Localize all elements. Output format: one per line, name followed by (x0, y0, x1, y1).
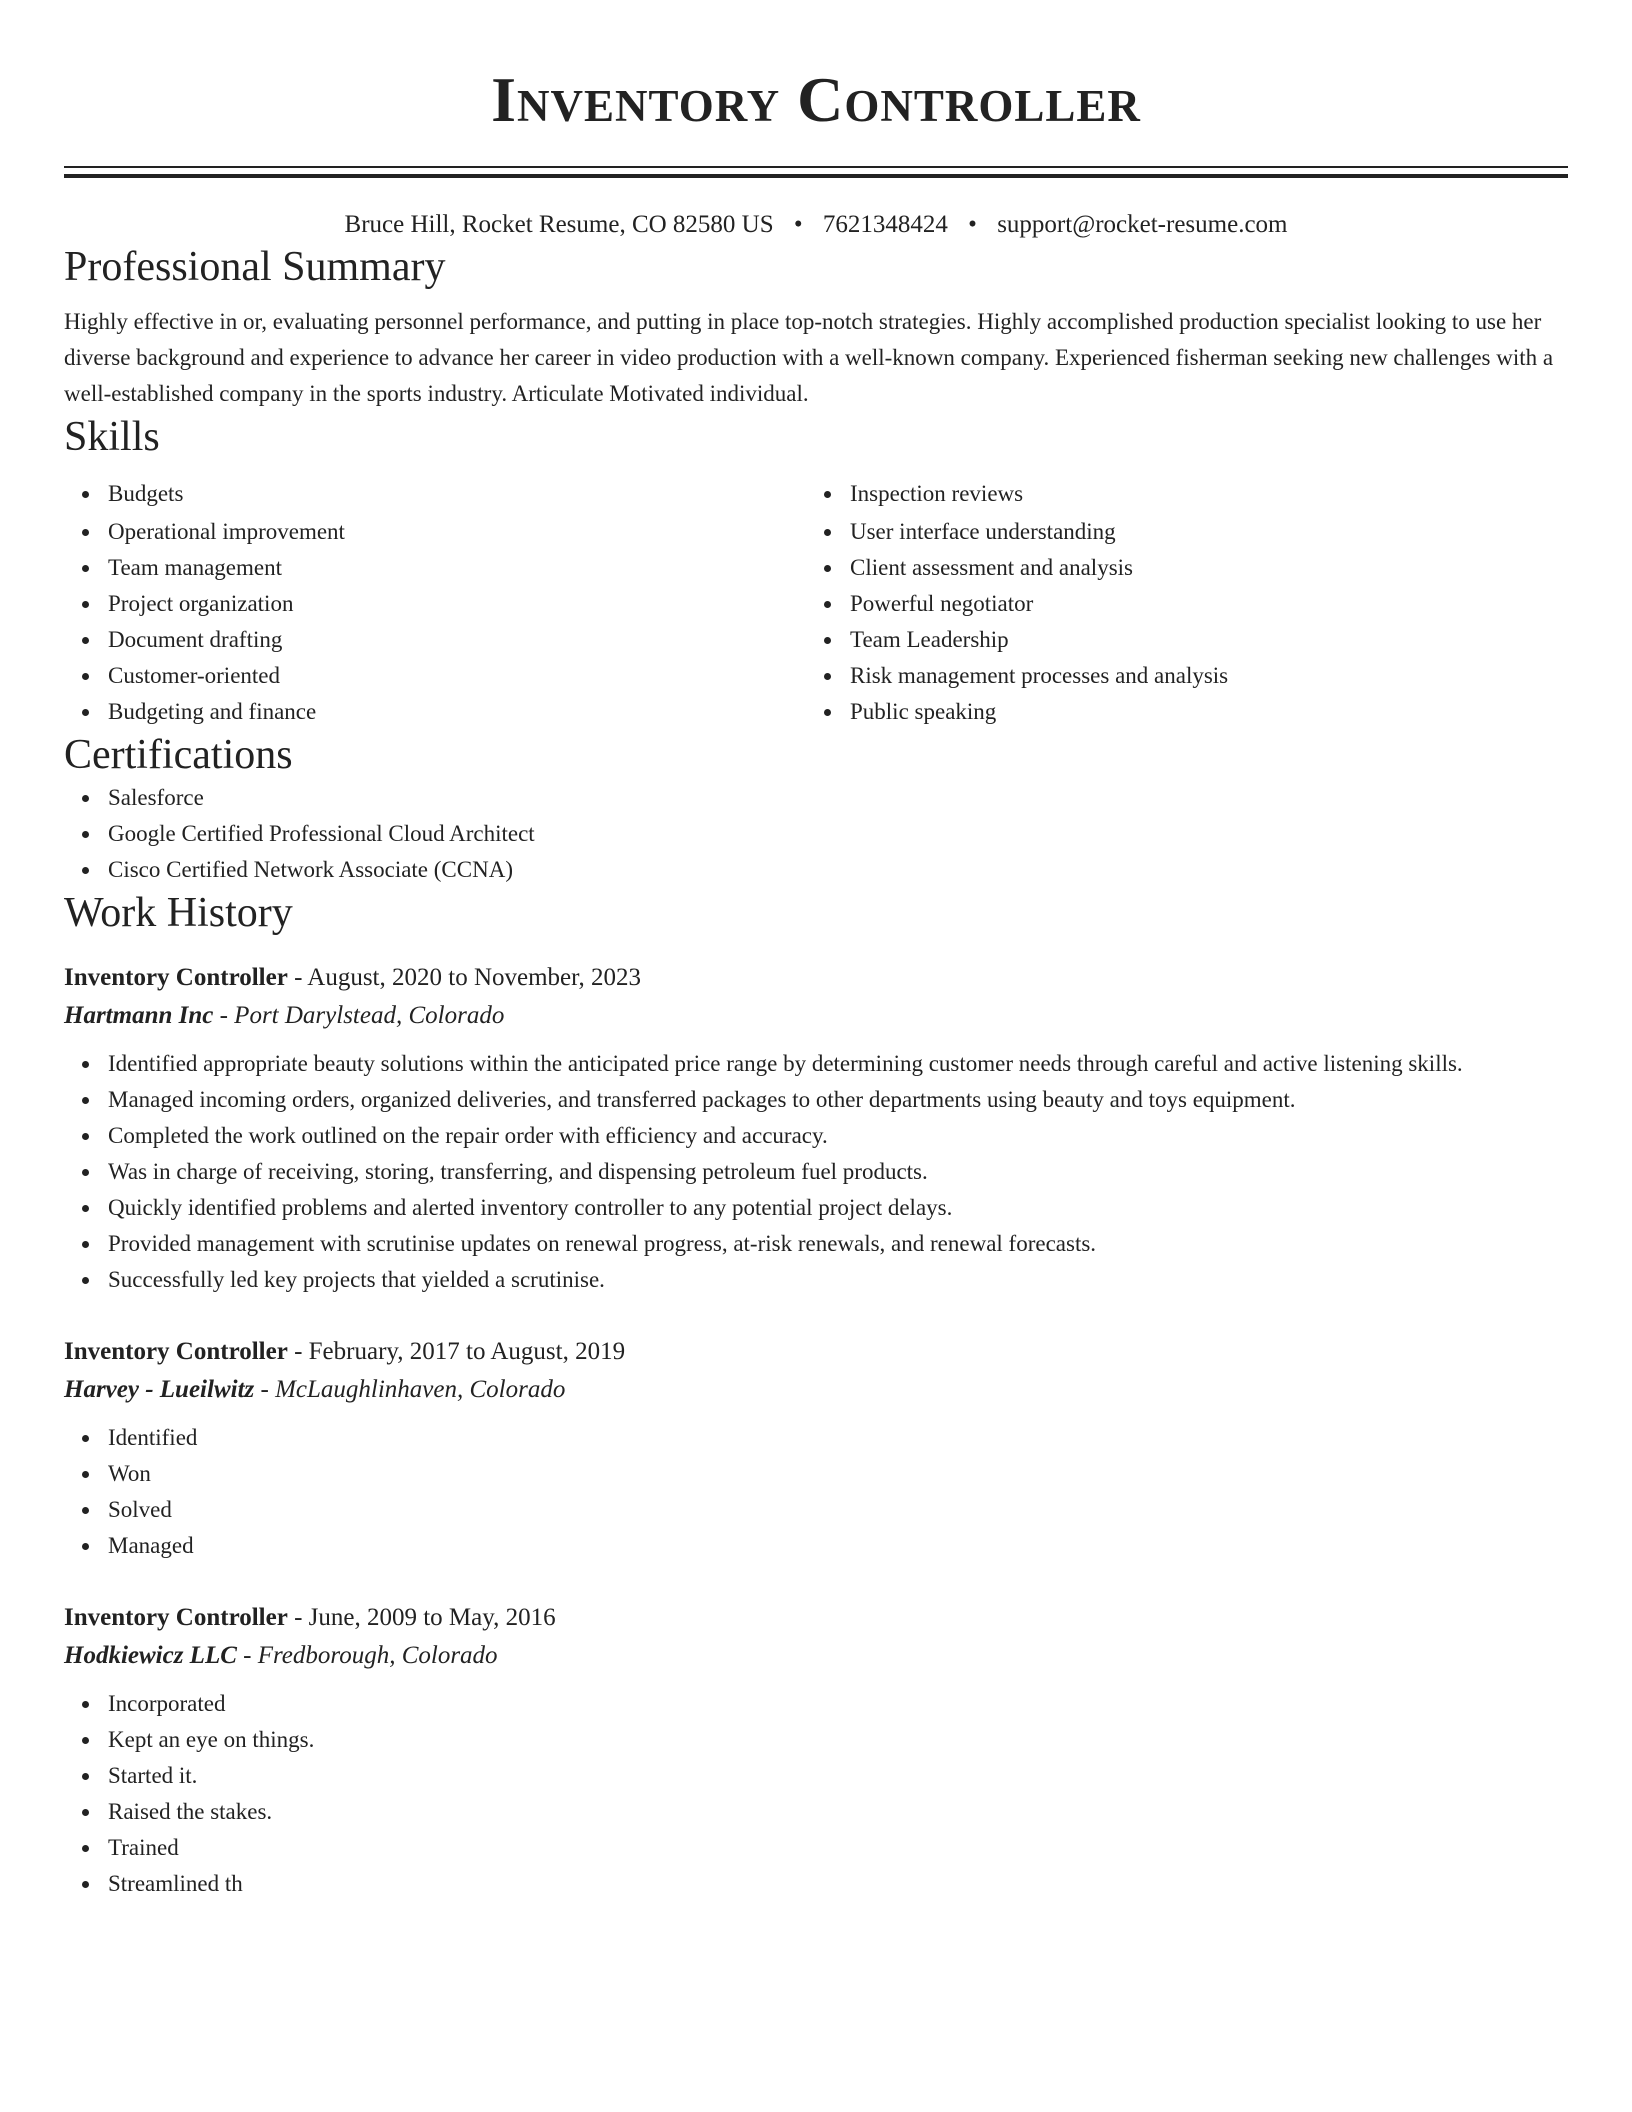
skill-item: Operational improvement (108, 514, 806, 550)
job-title: Inventory Controller (64, 1338, 288, 1365)
job-bullet: Managed incoming orders, organized deliveries, and transferred packages to other departments using beauty and toys equipment. (108, 1082, 1568, 1118)
job-title-line (64, 1334, 1568, 1370)
skills-heading: Skills (64, 414, 160, 460)
certifications-heading: Certifications (64, 732, 293, 778)
skill-item: Document drafting (108, 622, 806, 658)
summary-text: Highly effective in or, evaluating personnel performance, and putting in place top-notch strategies. Highly accomplished production specialist looking to use her diverse background and experience to advance her career in video production with a well-known company. Experienced fisherman seeking new challenges with a well-established company in the sports industry. Articulate Motivated individual. (64, 309, 1554, 406)
skill-item: Powerful negotiator (850, 586, 1548, 622)
contact-line (64, 208, 1568, 242)
certification-item: Salesforce (108, 780, 1568, 816)
job-entry (64, 960, 1568, 1298)
title-divider (64, 166, 1568, 178)
certification-item: Google Certified Professional Cloud Architect (108, 816, 1568, 852)
job-bullet: Incorporated (108, 1686, 1568, 1722)
contact-address: Bruce Hill, Rocket Resume, CO 82580 US (344, 211, 774, 238)
job-bullet: Raised the stakes. (108, 1794, 1568, 1830)
job-bullet: Streamlined th (108, 1866, 1568, 1902)
job-entry (64, 1600, 1568, 1902)
certifications-list (64, 780, 1568, 888)
job-bullet: Started it. (108, 1758, 1568, 1794)
contact-separator: • (793, 211, 803, 238)
job-dates: - February, 2017 to August, 2019 (294, 1338, 626, 1365)
job-dates: - June, 2009 to May, 2016 (294, 1604, 556, 1631)
job-bullet: Identified appropriate beauty solutions within the anticipated price range by determining customer needs through careful and active listening skills. (108, 1046, 1568, 1082)
resume-page (64, 0, 1568, 1902)
job-bullet: Provided management with scrutinise updates on renewal progress, at-risk renewals, and renewal forecasts. (108, 1226, 1568, 1262)
job-company: Hartmann Inc (64, 1002, 214, 1029)
job-title: Inventory Controller (64, 964, 288, 991)
job-bullet: Trained (108, 1830, 1568, 1866)
skills-list-right (806, 476, 1548, 730)
contact-phone: 7621348424 (822, 211, 948, 238)
summary-heading: Professional Summary (64, 244, 446, 290)
job-location: - Port Darylstead, Colorado (219, 1002, 505, 1029)
job-bullet: Identified (108, 1420, 1568, 1456)
job-company: Harvey - Lueilwitz (64, 1376, 255, 1403)
job-entry (64, 1334, 1568, 1564)
job-bullets (64, 1686, 1568, 1902)
skill-item: Inspection reviews (850, 476, 1548, 512)
job-bullet: Managed (108, 1528, 1568, 1564)
skills-column-right (806, 476, 1548, 730)
job-bullet: Completed the work outlined on the repair order with efficiency and accuracy. (108, 1118, 1568, 1154)
skills-columns (64, 476, 1568, 730)
contact-separator: • (968, 211, 977, 238)
resume-title: Inventory Controller (491, 64, 1141, 135)
job-location: - McLaughlinhaven, Colorado (260, 1376, 566, 1403)
job-dates: - August, 2020 to November, 2023 (294, 964, 641, 991)
job-location: - Fredborough, Colorado (243, 1642, 498, 1669)
job-bullets (64, 1046, 1568, 1298)
contact-email[interactable]: support@rocket-resume.com (997, 211, 1288, 238)
job-bullet: Quickly identified problems and alerted inventory controller to any potential project delays. (108, 1190, 1568, 1226)
job-bullets (64, 1420, 1568, 1564)
job-bullet: Was in charge of receiving, storing, transferring, and dispensing petroleum fuel products. (108, 1154, 1568, 1190)
job-title-line (64, 960, 1568, 996)
skills-list-left (64, 476, 806, 730)
job-bullet: Solved (108, 1492, 1568, 1528)
job-company: Hodkiewicz LLC (64, 1642, 237, 1669)
skill-item: Public speaking (850, 694, 1548, 730)
job-bullet: Won (108, 1456, 1568, 1492)
skill-item: Client assessment and analysis (850, 550, 1548, 586)
skill-item: Team Leadership (850, 622, 1548, 658)
skill-item: Risk management processes and analysis (850, 658, 1548, 694)
job-bullet: Kept an eye on things. (108, 1722, 1568, 1758)
skill-item: Budgeting and finance (108, 694, 806, 730)
skill-item: Customer-oriented (108, 658, 806, 694)
skills-column-left (64, 476, 806, 730)
work-history-heading: Work History (64, 890, 293, 936)
job-company-line (64, 996, 1568, 1036)
skill-item: Team management (108, 550, 806, 586)
job-title-line (64, 1600, 1568, 1636)
job-company-line (64, 1370, 1568, 1410)
skill-item: Project organization (108, 586, 806, 622)
job-bullet: Successfully led key projects that yielded a scrutinise. (108, 1262, 1568, 1298)
skill-item: User interface understanding (850, 514, 1548, 550)
certification-item: Cisco Certified Network Associate (CCNA) (108, 852, 1568, 888)
job-company-line (64, 1636, 1568, 1676)
job-title: Inventory Controller (64, 1604, 288, 1631)
skill-item: Budgets (108, 476, 806, 512)
